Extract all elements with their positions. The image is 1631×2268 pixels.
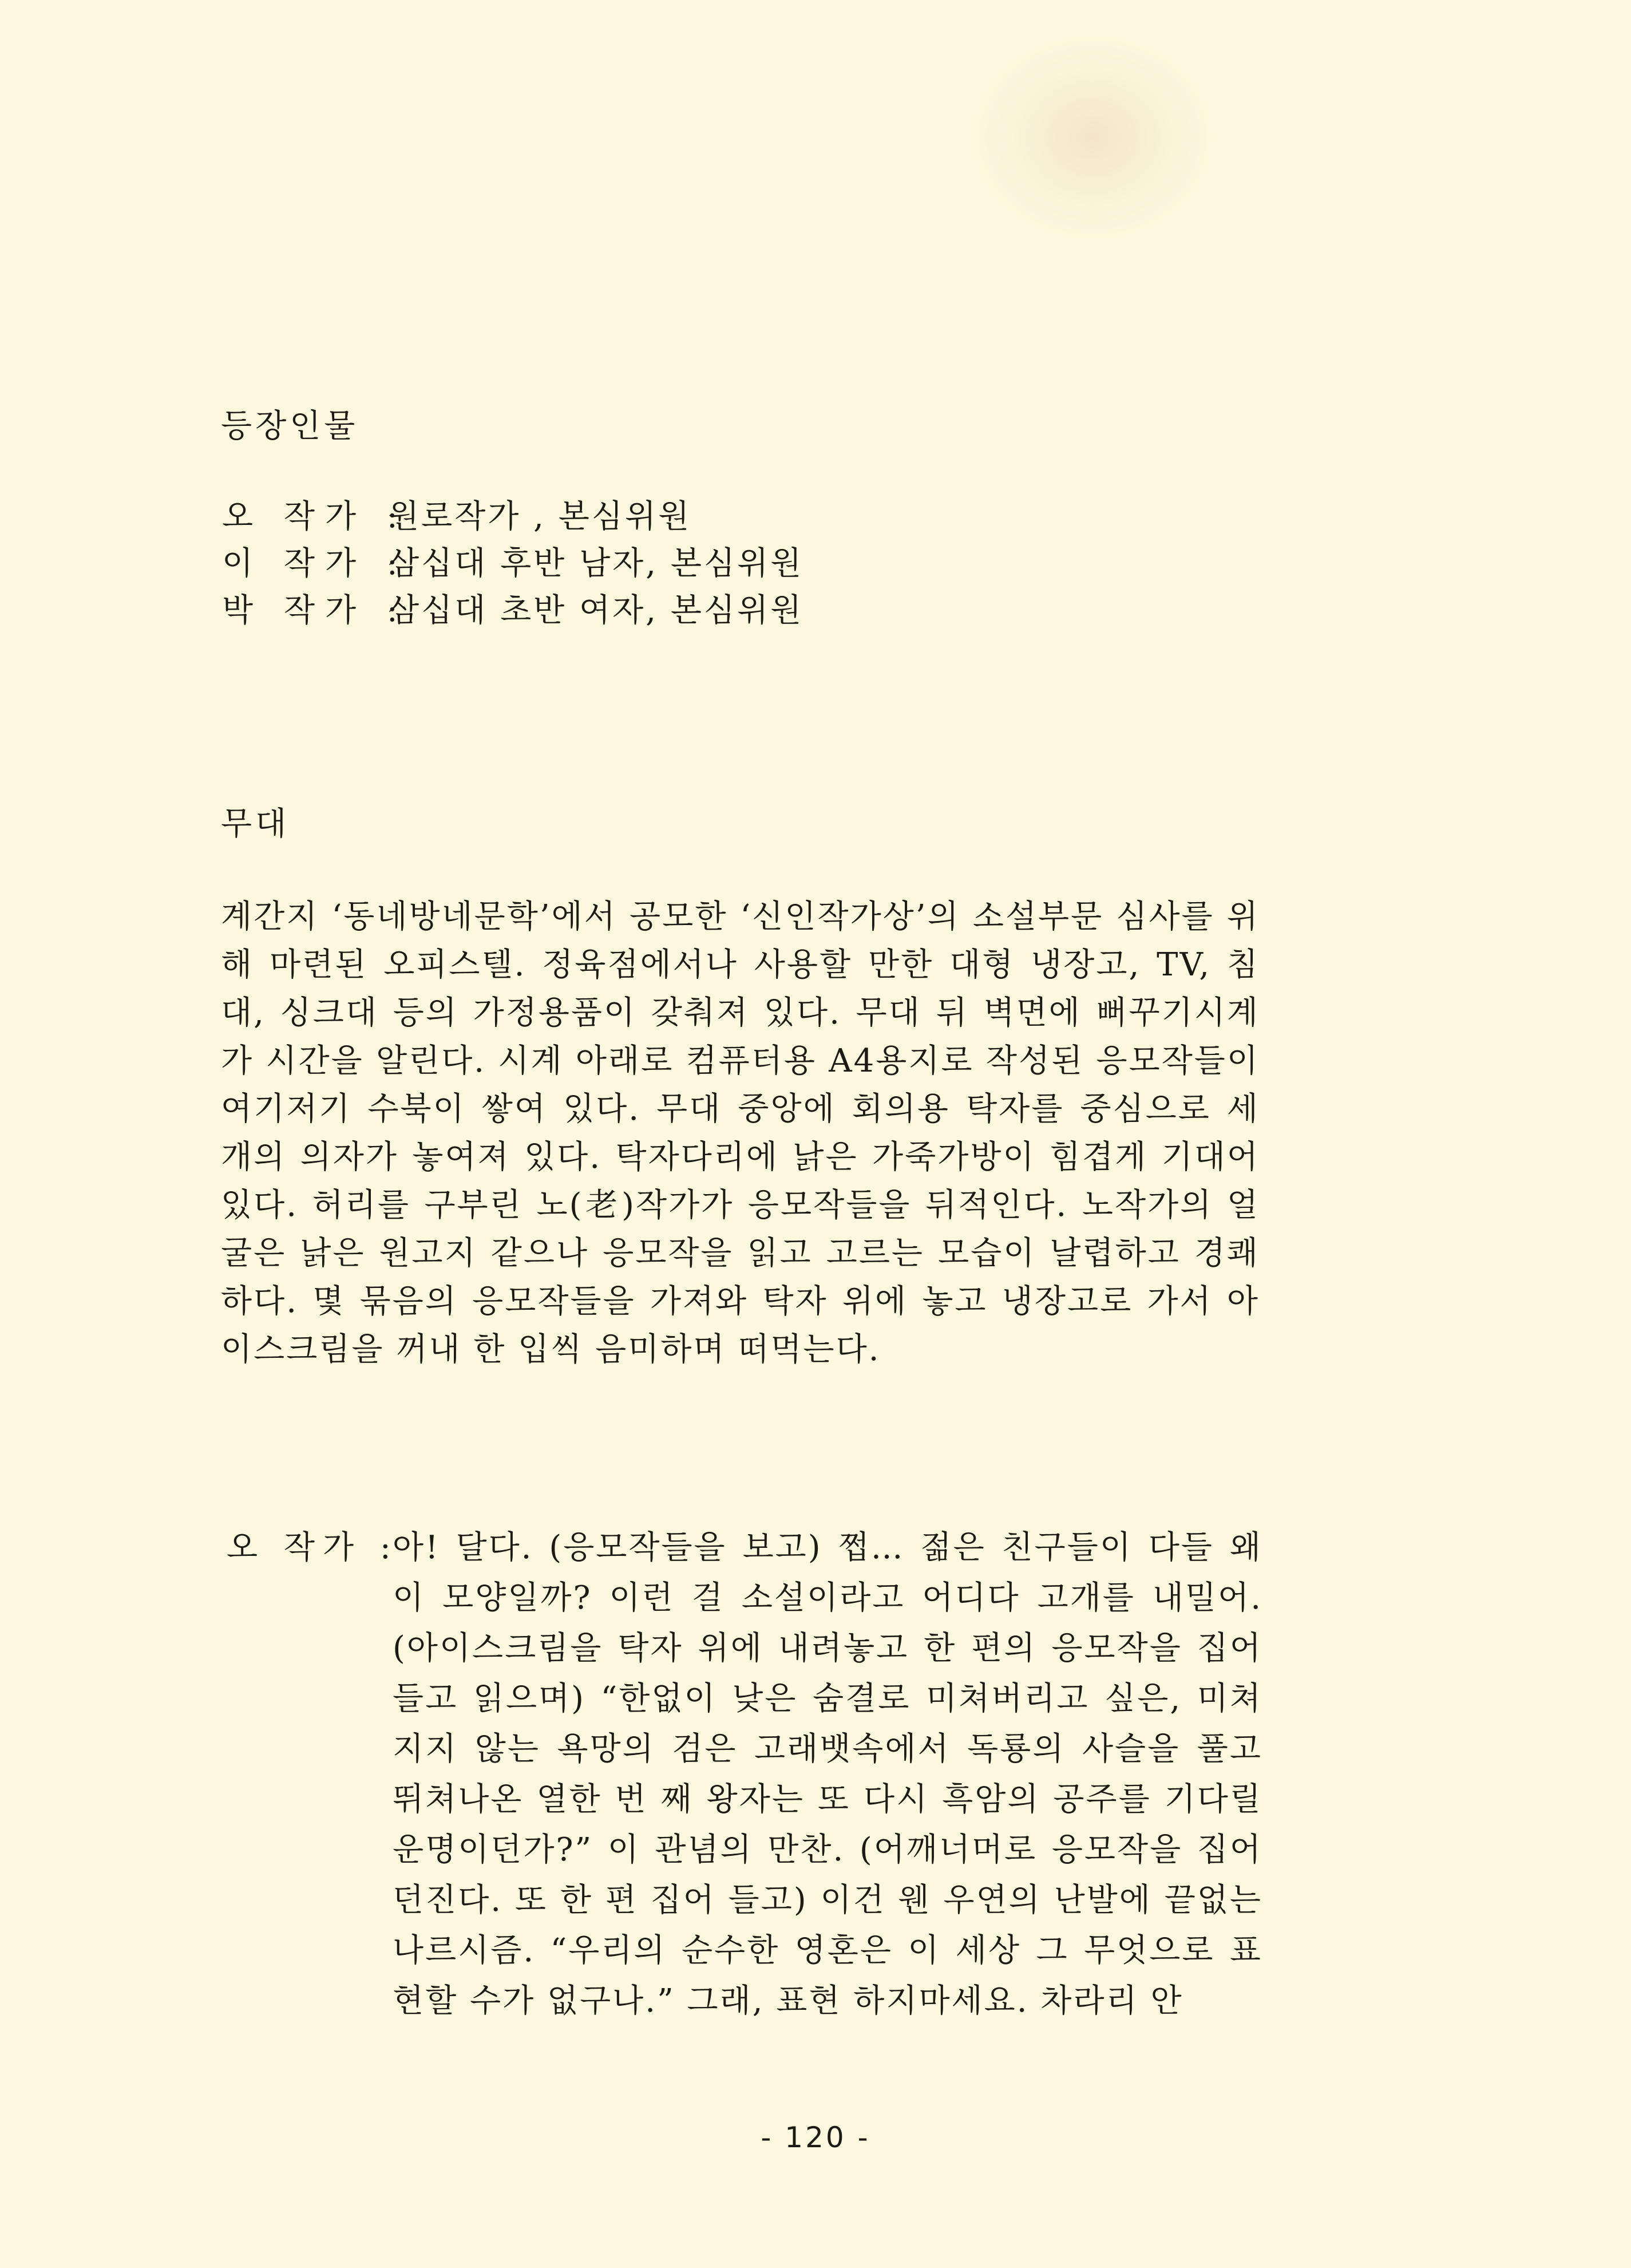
character-description: 삼십대 초반 여자, 본심위원 (388, 592, 804, 629)
character-description: 원로작가 , 본심위원 (388, 498, 692, 535)
page-number: - 120 - (761, 2121, 870, 2154)
cast-row (222, 540, 803, 587)
cast-row (222, 587, 803, 634)
dialogue-block (227, 1523, 1262, 2026)
cast-row (222, 493, 803, 540)
dialogue-speaker: 오 작가 : (227, 1529, 399, 1566)
character-name: 이 작가 : (222, 545, 408, 582)
stage-description: 계간지 ‘동네방네문학’에서 공모한 ‘신인작가상’의 소설부문 심사를 위해 마련된 오피스텔. 정육점에서나 사용할 만한 대형 냉장고, TV, 침대, 싱크대 등의 가정용품이 갖춰져 있다. 무대 뒤 벽면에 뻐꾸기시계가 시간을 알린다. 시계 아래로 컴퓨터용 A4용지로 작성된 응모작들이 여기저기 수북이 쌓여 있다. 무대 중앙에 회의용 탁자를 중심으로 세 개의 의자가 놓여져 있다. 탁자다리에 낡은 가죽가방이 힘겹게 기대어 있다. 허리를 구부린 노(老)작가가 응모작들을 뒤적인다. 노작가의 얼굴은 낡은 원고지 같으나 응모작을 읽고 고르는 모습이 날렵하고 경쾌하다. 몇 묶음의 응모작들을 가져와 탁자 위에 놓고 냉장고로 가서 아이스크림을 꺼내 한 입씩 음미하며 떠먹는다. (221, 898, 1260, 1368)
stage-heading: 무대 (221, 805, 290, 843)
character-name: 오 작가 : (222, 498, 408, 535)
cast-list (222, 493, 803, 634)
paper-stain (973, 34, 1213, 240)
cast-heading: 등장인물 (221, 408, 359, 445)
character-description: 삼십대 후반 남자, 본심위원 (388, 545, 804, 582)
dialogue-line: 아! 달다. (응모작들을 보고) 쩝… 젊은 친구들이 다들 왜 이 모양일까? 이런 걸 소설이라고 어디다 고개를 내밀어. (아이스크림을 탁자 위에 내려놓고 한 편의 응모작을 집어 들고 읽으며) “한없이 낮은 숨결로 미쳐버리고 싶은, 미쳐지지 않는 욕망의 검은 고래뱃속에서 독룡의 사슬을 풀고 뛰쳐나온 열한 번 째 왕자는 또 다시 흑암의 공주를 기다릴 운명이던가?” 이 관념의 만찬. (어깨너머로 응모작을 집어던진다. 또 한 편 집어 들고) 이건 웬 우연의 난발에 끝없는 나르시즘. “우리의 순수한 영혼은 이 세상 그 무엇으로 표현할 수가 없구나.” 그래, 표현 하지마세요. 차라리 안 (393, 1529, 1262, 2020)
character-name: 박 작가 : (222, 592, 408, 629)
